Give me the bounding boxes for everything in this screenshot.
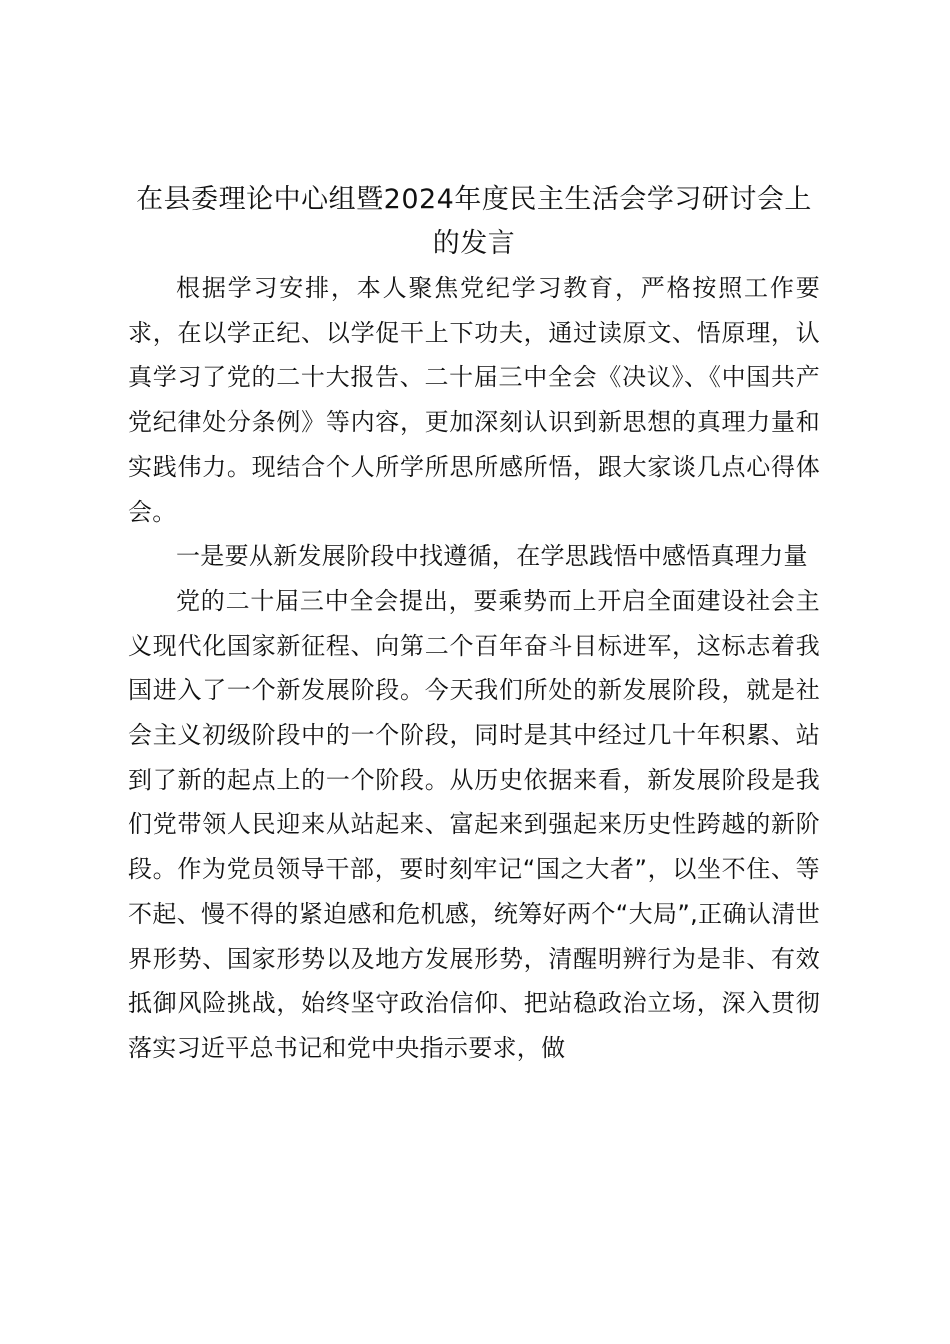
document-body [128,178,820,1071]
paragraph-section-one: 党的二十届三中全会提出，要乘势而上开启全面建设社会主义现代化国家新征程、向第二个百年奋斗目标进军，这标志着我国进入了一个新发展阶段。今天我们所处的新发展阶段，就是社会主义初级阶段中的一个阶段，同时是其中经过几十年积累、站到了新的起点上的一个阶段。从历史依据来看，新发展阶段是我们党带领人民迎来从站起来、富起来到强起来历史性跨越的新阶段。作为党员领导干部，要时刻牢记“国之大者”，以坐不住、等不起、慢不得的紧迫感和危机感，统筹好两个“大局”,正确认清世界形势、国家形势以及地方发展形势，清醒明辨行为是非、有效抵御风险挑战，始终坚守政治信仰、把站稳政治立场，深入贯彻落实习近平总书记和党中央指示要求，做 [128,586,820,1062]
paragraph-intro: 根据学习安排，本人聚焦党纪学习教育，严格按照工作要求，在以学正纪、以学促干上下功夫，通过读原文、悟原理，认真学习了党的二十大报告、二十届三中全会《决议》、《中国共产党纪律处分条例》等内容，更加深刻认识到新思想的真理力量和实践伟力。现结合个人所学所思所感所悟，跟大家谈几点心得体会。 [128,274,820,526]
section-heading-one: 一是要从新发展阶段中找遵循，在学思践悟中感悟真理力量 [176,542,808,571]
document-title: 在县委理论中心组暨2024年度民主生活会学习研讨会上的发言 [136,184,812,259]
